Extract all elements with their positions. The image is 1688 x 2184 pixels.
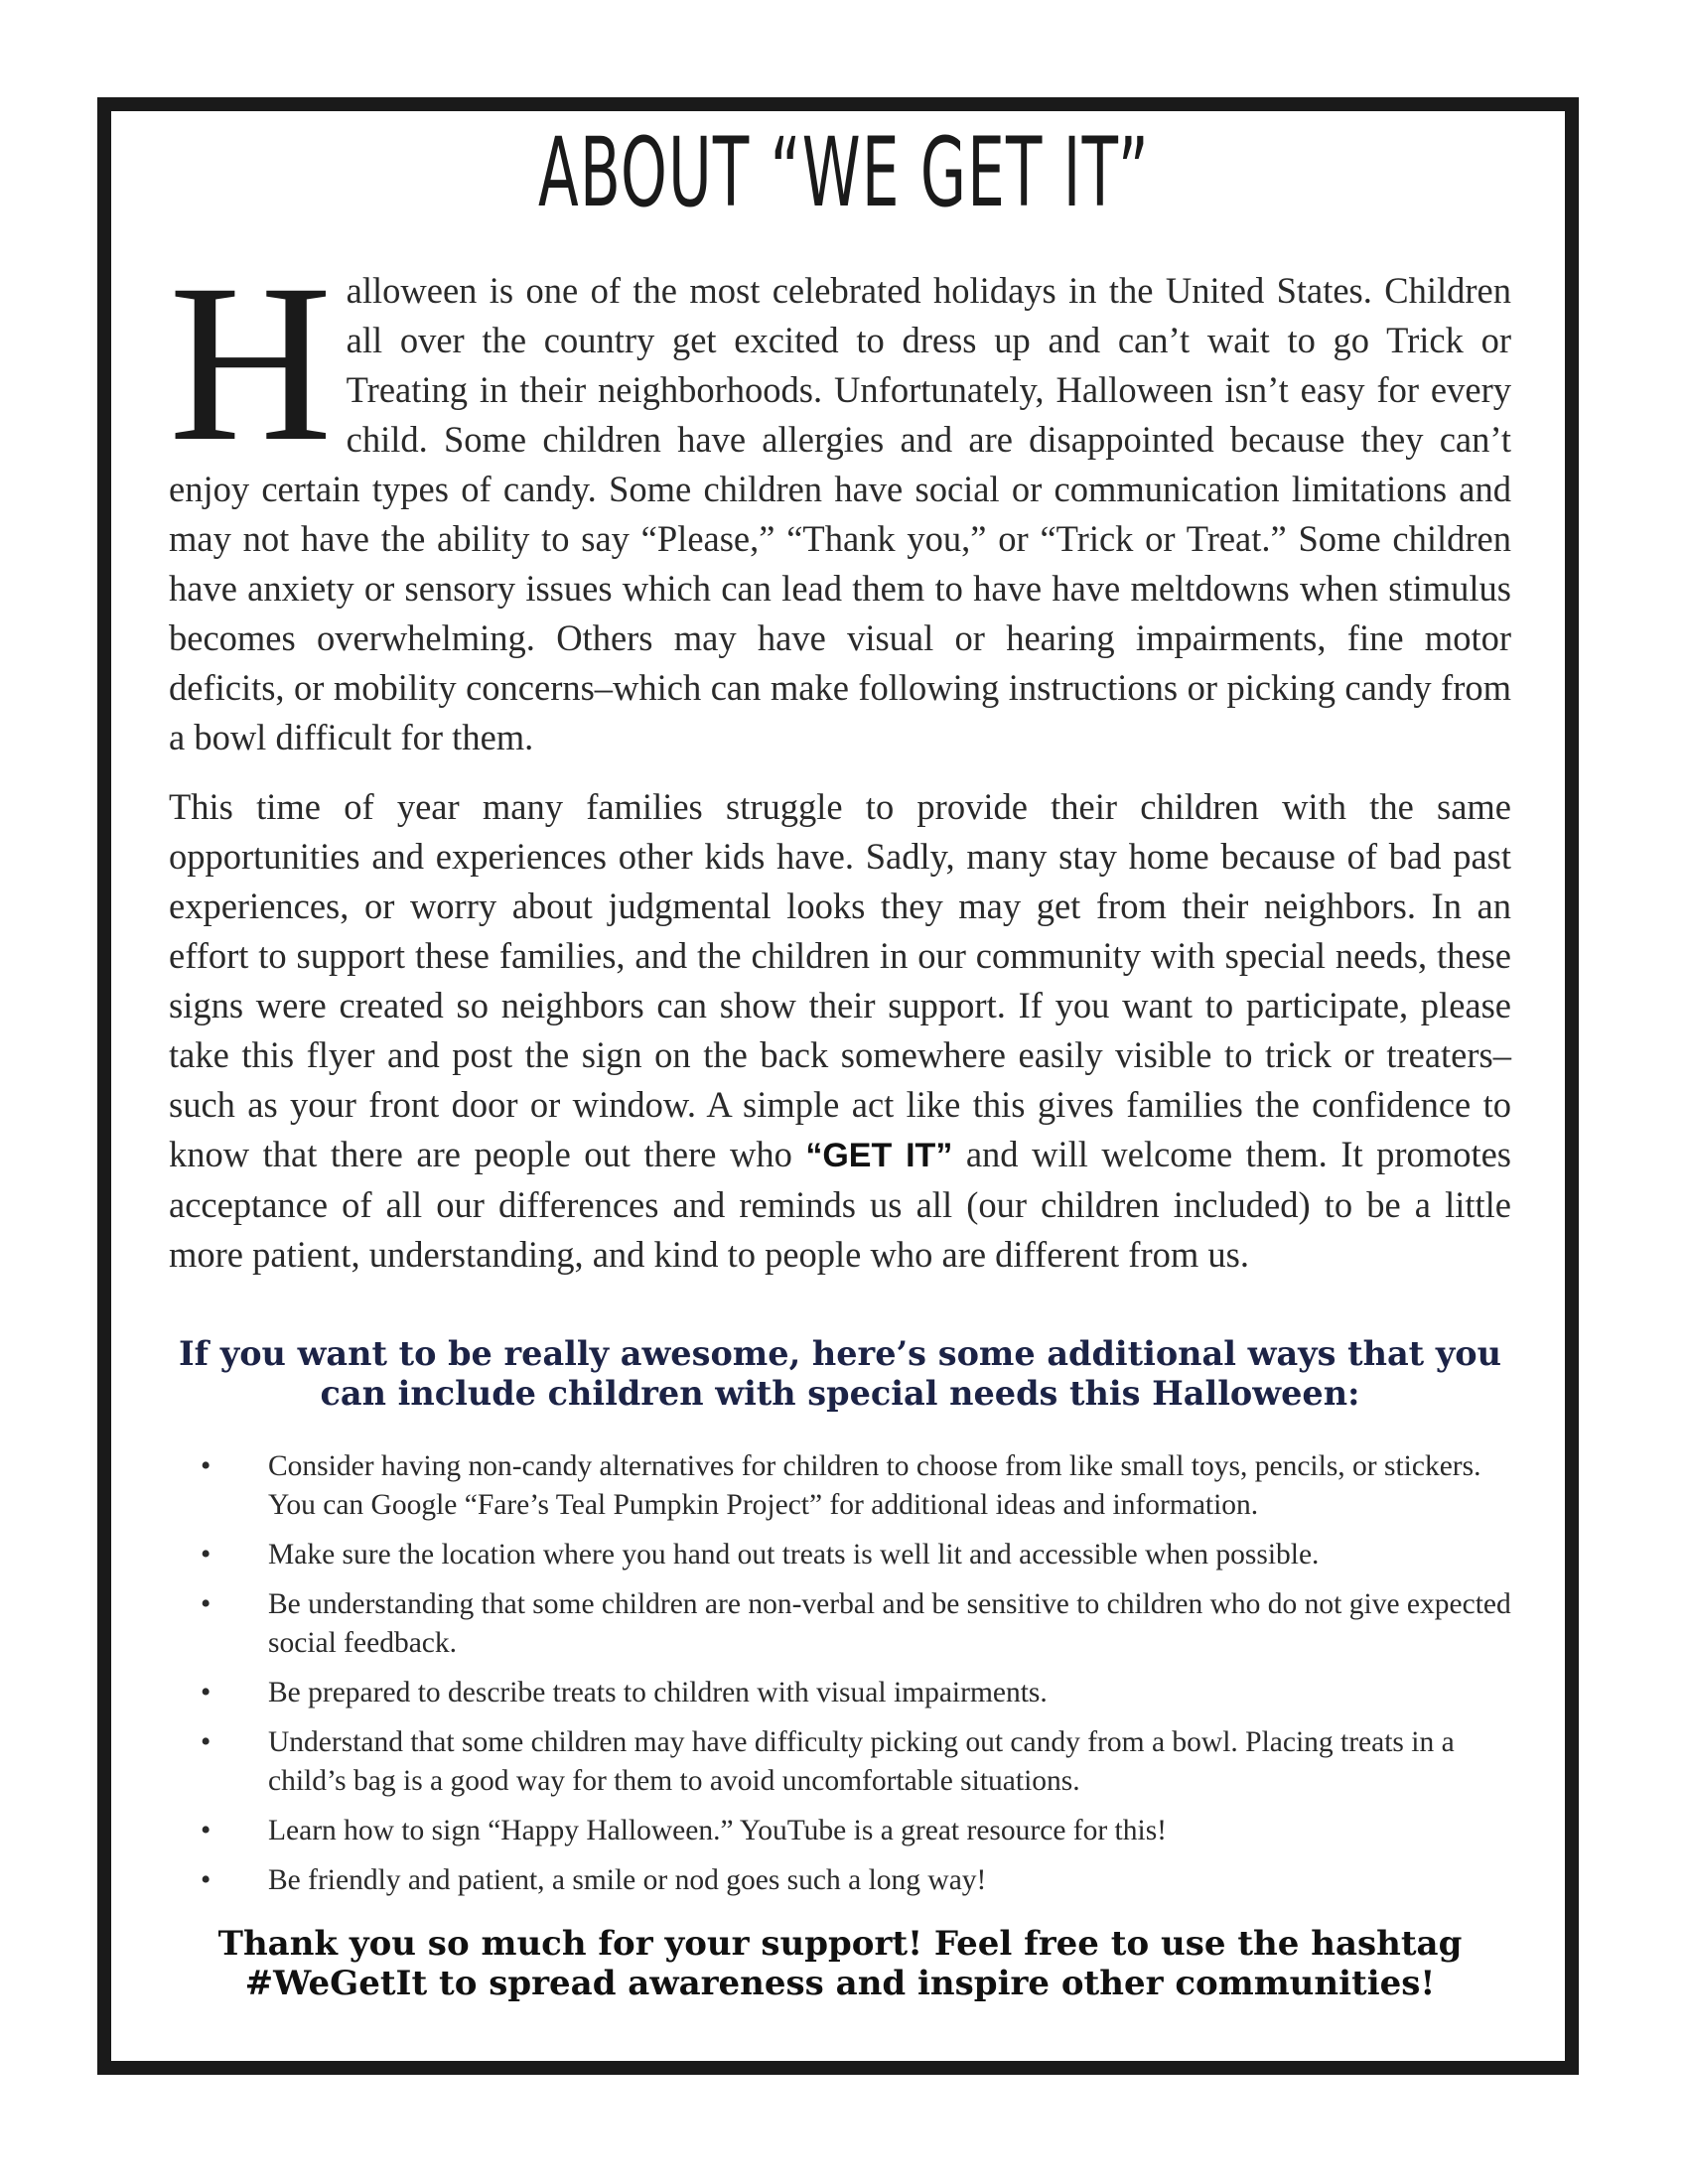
list-item-text: Consider having non-candy alternatives for children to choose from like small toys, pencils, or stickers. You can Google “Fare’s Teal Pumpkin Project” for additional ideas and information.: [268, 1450, 1481, 1521]
bullet-icon: •: [201, 1588, 211, 1620]
drop-cap: H: [169, 238, 333, 488]
thank-you-message: Thank you so much for your support! Feel free to use the hashtag #WeGetIt to spread awareness and inspire other communities!: [217, 1924, 1463, 2003]
bullet-icon: •: [201, 1726, 211, 1758]
ways-list: [169, 1447, 1511, 1911]
list-item: [169, 1674, 1511, 1712]
list-item: [169, 1536, 1511, 1574]
list-item-text: Be understanding that some children are non-verbal and be sensitive to children who do not give expected social feedback.: [268, 1588, 1511, 1659]
intro-paragraph: [169, 238, 1511, 762]
list-item-text: Make sure the location where you hand out treats is well lit and accessible when possible.: [268, 1539, 1320, 1570]
support-paragraph-text-start: This time of year many families struggle to provide their children with the same opportunities and experiences other kids have. Sadly, many stay home because of bad past experiences, or worry about judgmental looks they may get from their neighbors. In an effort to support these families, and the children in our community with special needs, these signs were created so neighbors can show their support. If you want to participate, please take this flyer and post the sign on the back somewhere easily visible to trick or treaters–such as your front door or window. A simple act like this gives families the confidence to know that there are people out there who: [169, 786, 1511, 1174]
list-item: [169, 1812, 1511, 1850]
bullet-icon: •: [201, 1677, 211, 1708]
page-title: ABOUT “WE GET IT”: [538, 117, 1150, 228]
bullet-icon: •: [201, 1539, 211, 1570]
list-item-text: Understand that some children may have difficulty picking out candy from a bowl. Placing treats in a child’s bag is a good way for them to avoid uncomfortable situations.: [268, 1726, 1455, 1797]
list-item-text: Be prepared to describe treats to children with visual impairments.: [268, 1677, 1048, 1708]
bullet-icon: •: [201, 1815, 211, 1846]
list-item-text: Be friendly and patient, a smile or nod goes such a long way!: [268, 1864, 987, 1896]
list-item: [169, 1585, 1511, 1663]
bullet-icon: •: [201, 1450, 211, 1482]
intro-paragraph-text: alloween is one of the most celebrated holidays in the United States. Children all over the country get excited to dress up and can’t wait to go Trick or Treating in their neighborhoods. Unfortunately, Halloween isn’t easy for every child. Some children have allergies and are disappointed because they can’t enjoy certain types of candy. Some children have social or communication limitations and may not have the ability to say “Please,” “Thank you,” or “Trick or Treat.” Some children have anxiety or sensory issues which can lead them to have have meltdowns when stimulus becomes overwhelming. Others may have visual or hearing impairments, fine motor deficits, or mobility concerns–which can make following instructions or picking candy from a bowl difficult for them.: [169, 270, 1511, 757]
support-paragraph-text-end: and will welcome them. It promotes acceptance of all our differences and reminds us all (our children included) to be a little more patient, understanding, and kind to people who are different from us.: [169, 1134, 1511, 1275]
list-item: [169, 1447, 1511, 1525]
get-it-emphasis: “GET IT”: [805, 1137, 953, 1174]
ways-heading: If you want to be really awesome, here’s some additional ways that you can include children with special needs this Halloween:: [179, 1334, 1501, 1413]
list-item: [169, 1723, 1511, 1801]
list-item: [169, 1861, 1511, 1900]
support-paragraph: [169, 782, 1511, 1280]
bullet-icon: •: [201, 1864, 211, 1896]
list-item-text: Learn how to sign “Happy Halloween.” YouTube is a great resource for this!: [268, 1815, 1168, 1846]
